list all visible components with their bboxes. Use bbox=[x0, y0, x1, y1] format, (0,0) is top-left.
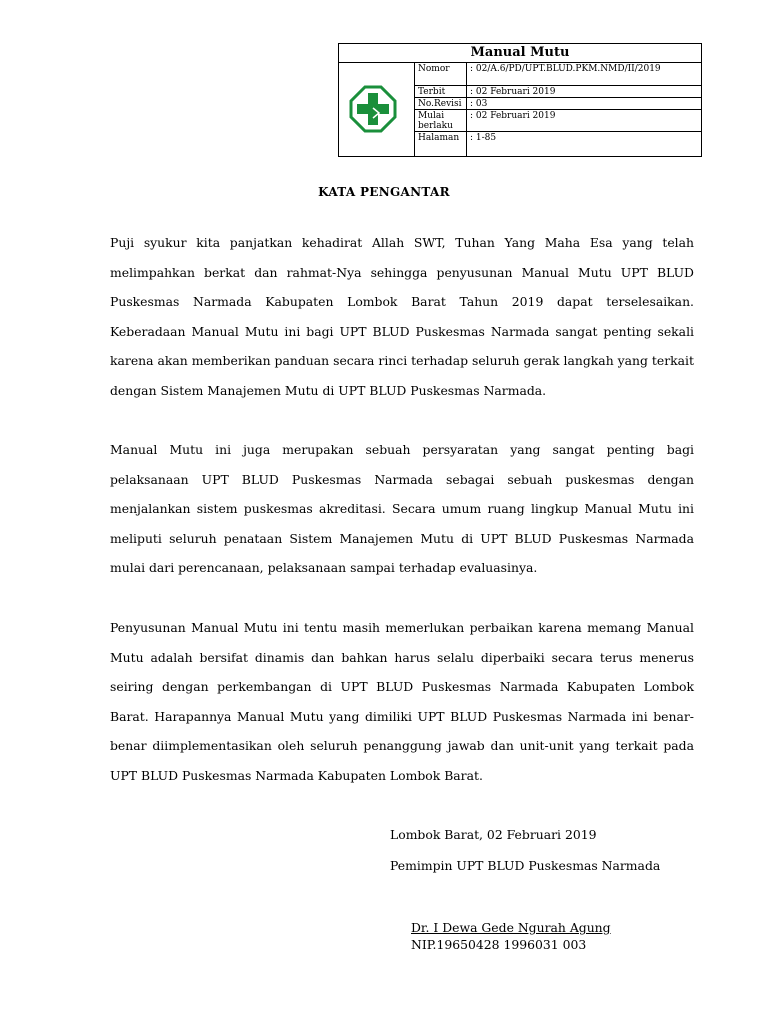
page-heading: KATA PENGANTAR bbox=[318, 185, 450, 199]
paragraph-2: Manual Mutu ini juga merupakan sebuah persyaratan yang sangat penting bagi pelaksanaan UPT BLUD Puskesmas Narmada sebagai sebuah puskesmas dengan menjalankan sistem puskesmas akreditasi. Secara umum ruang lingkup Manual Mutu ini meliputi seluruh penataan Sistem Manajemen Mutu di UPT BLUD Puskesmas Narmada mulai dari perencanaan, pelaksanaan sampai terhadap evaluasinya. bbox=[110, 442, 694, 575]
puskesmas-logo-icon bbox=[349, 85, 397, 133]
header-row-halaman: Halaman : 1-85 bbox=[415, 132, 702, 156]
signatory-nip: NIP.19650428 1996031 003 bbox=[411, 937, 587, 952]
header-title: Manual Mutu bbox=[339, 44, 701, 63]
header-row-mulai-berlaku: Mulai berlaku : 02 Februari 2019 bbox=[415, 110, 702, 132]
header-row-revisi: No.Revisi : 03 bbox=[415, 98, 702, 110]
signatory-name: Dr. I Dewa Gede Ngurah Agung bbox=[411, 920, 611, 935]
signature-position: Pemimpin UPT BLUD Puskesmas Narmada bbox=[390, 858, 661, 873]
paragraph-1: Puji syukur kita panjatkan kehadirat Allah SWT, Tuhan Yang Maha Esa yang telah melimpahkan berkat dan rahmat-Nya sehingga penyusunan Manual Mutu UPT BLUD Puskesmas Narmada Kabupaten Lombok Barat Tahun 2019 dapat terselesaikan. Keberadaan Manual Mutu ini bagi UPT BLUD Puskesmas Narmada sangat penting sekali karena akan memberikan panduan secara rinci terhadap seluruh gerak langkah yang terkait dengan Sistem Manajemen Mutu di UPT BLUD Puskesmas Narmada. bbox=[110, 235, 694, 398]
header-row-nomor: Nomor : 02/A.6/PD/UPT.BLUD.PKM.NMD/II/2019 bbox=[415, 63, 702, 86]
header-row-terbit: Terbit : 02 Februari 2019 bbox=[415, 86, 702, 98]
logo-cell bbox=[339, 63, 415, 156]
signature-place-date: Lombok Barat, 02 Februari 2019 bbox=[390, 827, 597, 842]
document-header-table bbox=[338, 43, 702, 157]
paragraph-3: Penyusunan Manual Mutu ini tentu masih memerlukan perbaikan karena memang Manual Mutu adalah bersifat dinamis dan bahkan harus selalu diperbaiki secara terus menerus seiring dengan perkembangan di UPT BLUD Puskesmas Narmada Kabupaten Lombok Barat. Harapannya Manual Mutu yang dimiliki UPT BLUD Puskesmas Narmada ini benar-benar diimplementasikan oleh seluruh penanggung jawab dan unit-unit yang terkait pada UPT BLUD Puskesmas Narmada Kabupaten Lombok Barat. bbox=[110, 620, 694, 783]
